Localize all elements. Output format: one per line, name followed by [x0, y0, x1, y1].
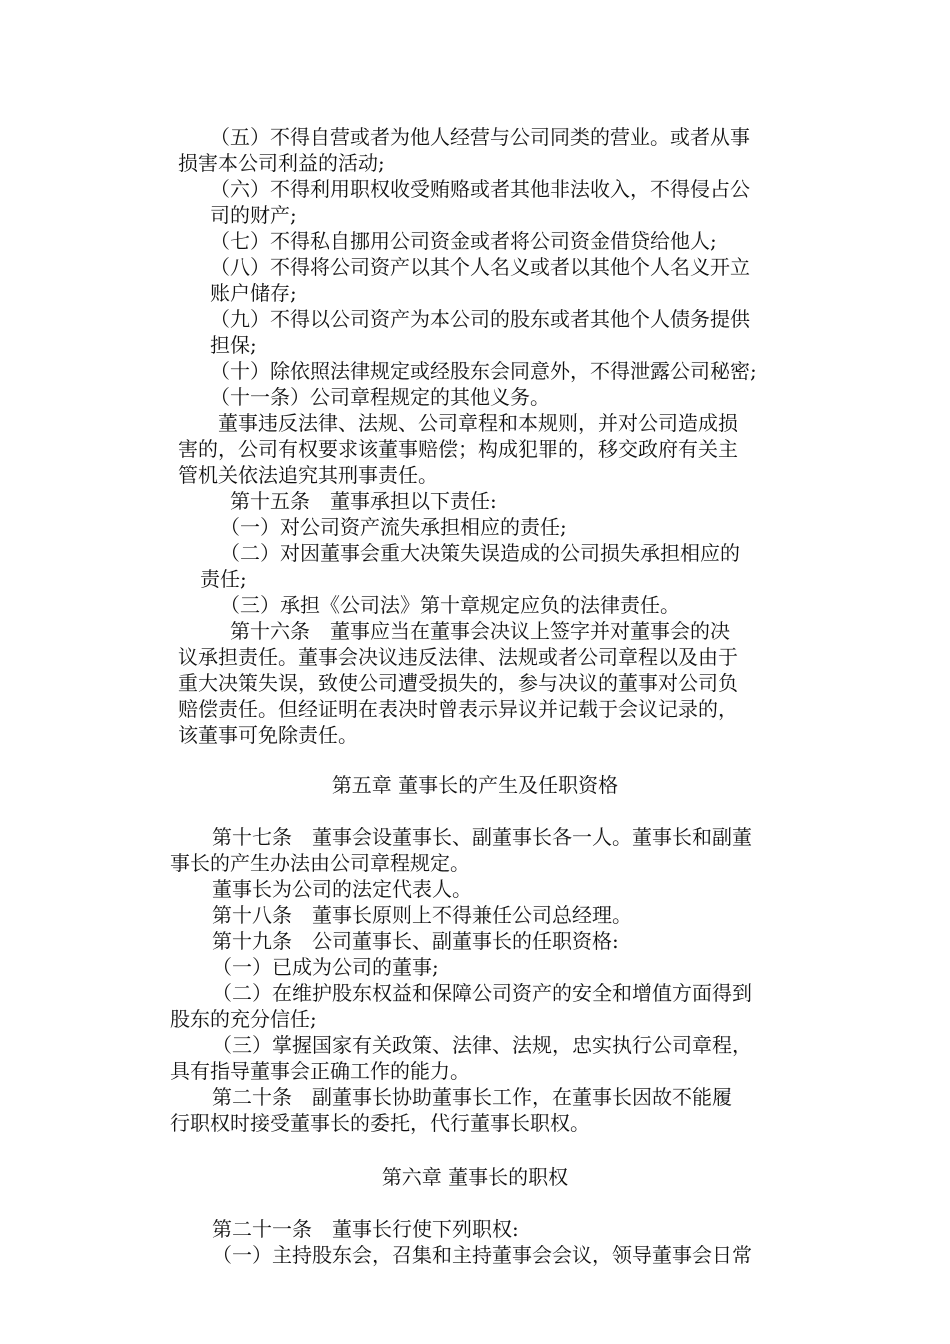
text-line: （六）不得利用职权收受贿赂或者其他非法收入，不得侵占公 [210, 177, 750, 201]
text-line: 第十八条 董事长原则上不得兼任公司总经理。 [212, 903, 632, 927]
text-line: （三）承担《公司法》第十章规定应负的法律责任。 [220, 593, 680, 617]
text-line: （十一条）公司章程规定的其他义务。 [210, 385, 550, 409]
text-line: （一）已成为公司的董事; [212, 955, 439, 979]
text-line: 重大决策失误，致使公司遭受损失的，参与决议的董事对公司负 [178, 671, 738, 695]
text-line: 该董事可免除责任。 [178, 723, 358, 747]
text-line: （九）不得以公司资产为本公司的股东或者其他个人债务提供 [210, 307, 750, 331]
text-line: 损害本公司利益的活动; [178, 151, 385, 175]
text-line: 第二十一条 董事长行使下列职权: [212, 1217, 519, 1241]
text-line: （二）在维护股东权益和保障公司资产的安全和增值方面得到 [212, 981, 752, 1005]
text-line: 第二十条 副董事长协助董事长工作，在董事长因故不能履 [212, 1085, 732, 1109]
text-line: 第十六条 董事应当在董事会决议上签字并对董事会的决 [230, 619, 730, 643]
text-line: 责任; [200, 567, 247, 591]
text-line: 董事违反法律、法规、公司章程和本规则，并对公司造成损 [218, 411, 738, 435]
text-line: （八）不得将公司资产以其个人名义或者以其他个人名义开立 [210, 255, 750, 279]
chapter-heading: 第六章 董事长的职权 [381, 1165, 569, 1189]
text-line: 管机关依法追究其刑事责任。 [178, 463, 438, 487]
text-line: 第十五条 董事承担以下责任: [230, 489, 497, 513]
text-line: 议承担责任。董事会决议违反法律、法规或者公司章程以及由于 [178, 645, 738, 669]
text-line: 董事长为公司的法定代表人。 [212, 877, 472, 901]
text-line: （五）不得自营或者为他人经营与公司同类的营业。或者从事 [210, 125, 750, 149]
text-line: （二）对因董事会重大决策失误造成的公司损失承担相应的 [220, 541, 740, 565]
text-line: 担保; [210, 333, 257, 357]
chapter-heading: 第五章 董事长的产生及任职资格 [331, 773, 619, 797]
text-line: （一）主持股东会，召集和主持董事会会议，领导董事会日常 [212, 1243, 752, 1267]
text-line: 第十九条 公司董事长、副董事长的任职资格: [212, 929, 619, 953]
text-line: 赔偿责任。但经证明在表决时曾表示异议并记载于会议记录的， [178, 697, 738, 721]
text-line: 行职权时接受董事长的委托，代行董事长职权。 [170, 1111, 590, 1135]
text-line: 司的财产; [210, 203, 297, 227]
text-line: 事长的产生办法由公司章程规定。 [170, 851, 470, 875]
text-line: 害的，公司有权要求该董事赔偿；构成犯罪的，移交政府有关主 [178, 437, 738, 461]
text-line: 股东的充分信任; [170, 1007, 317, 1031]
text-line: 第十七条 董事会设董事长、副董事长各一人。董事长和副董 [212, 825, 752, 849]
text-line: （十）除依照法律规定或经股东会同意外，不得泄露公司秘密; [210, 359, 757, 383]
text-line: 账户储存; [210, 281, 297, 305]
text-line: （七）不得私自挪用公司资金或者将公司资金借贷给他人; [210, 229, 717, 253]
text-line: 具有指导董事会正确工作的能力。 [170, 1059, 470, 1083]
text-line: （一）对公司资产流失承担相应的责任; [220, 515, 567, 539]
text-line: （三）掌握国家有关政策、法律、法规，忠实执行公司章程， [212, 1033, 752, 1057]
